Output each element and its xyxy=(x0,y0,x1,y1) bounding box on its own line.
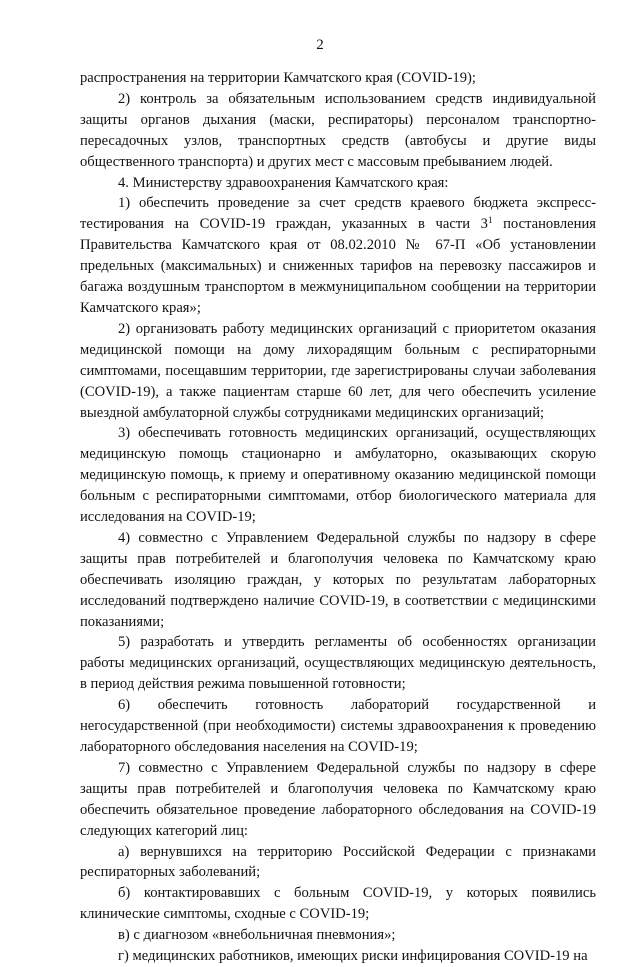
paragraph-section-4-heading: 4. Министерству здравоохранения Камчатского края: xyxy=(118,174,449,191)
list-item-g: г) медицинских работников, имеющих риски инфицирования COVID-19 на xyxy=(118,948,588,965)
list-item-b: б) контактировавших с больным COVID-19, у которых появились клинические симптомы, сходные с COVID-19; xyxy=(80,885,596,923)
paragraph-item-2-transport-masks: 2) контроль за обязательным использованием средств индивидуальной защиты органов дыхания (маски, респираторы) персоналом транспортно-пересадочных узлов, транспортных средств (автобусы и другие виды общественного транспорта) и других мест с массовым пребыванием людей. xyxy=(80,90,596,170)
paragraph-item-2-home-care: 2) организовать работу медицинских организаций с приоритетом оказания медицинской помощи на дому лихорадящим больным с респираторными симптомами, посещавшим территории, где зарегистрированы случаи заболевания (COVID-19), а также пациентам старше 60 лет, для чего обеспечить усиление выездной амбулаторной службы сотрудниками медицинских организаций; xyxy=(80,320,596,421)
paragraph-item-1-text: 1) обеспечить проведение за счет средств краевого бюджета экспресс-тестирования на COVID-19 граждан, указанных в части 3 xyxy=(80,195,596,233)
paragraph-item-1-tail: постановления Правительства Камчатского края от 08.02.2010 № 67-П «Об установлении предельных (максимальных) и сниженных тарифов на перевозку пассажиров и багажа воздушным транспортом в межмуниципальном сообщении на территории Камчатского края»; xyxy=(80,216,596,316)
page-number: 2 xyxy=(316,37,324,53)
paragraph-continuation: распространения на территории Камчатского края (COVID-19); xyxy=(80,70,476,86)
paragraph-item-4-isolation: 4) совместно с Управлением Федеральной службы по надзору в сфере защиты прав потребителей и благополучия человека по Камчатскому краю обеспечивать изоляцию граждан, у которых по результатам лабораторных исследований подтверждено наличие COVID-19, в соответствии с медицинскими показаниями; xyxy=(80,529,596,630)
paragraph-item-3-readiness: 3) обеспечивать готовность медицинских организаций, осуществляющих медицинскую помощь стационарно и амбулаторно, оказывающих скорую медицинскую помощь, к приему и оперативному оказанию медицинской помощи больным с респираторными симптомами, отбор биологического материала для исследования на COVID-19; xyxy=(80,425,596,526)
list-item-a: а) вернувшихся на территорию Российской Федерации с признаками респираторных заболеваний; xyxy=(80,843,596,881)
document-body xyxy=(80,68,596,967)
list-item-v: в) с диагнозом «внебольничная пневмония»; xyxy=(118,927,396,944)
superscript-footnote: 1 xyxy=(487,215,493,226)
paragraph-item-7-mandatory-testing: 7) совместно с Управлением Федеральной службы по надзору в сфере защиты прав потребителей и благополучия человека по Камчатскому краю обеспечить обязательное проведение лабораторного обследования на COVID-19 следующих категорий лиц: xyxy=(80,759,596,839)
paragraph-item-1-express-testing xyxy=(80,193,596,318)
paragraph-item-5-regulations: 5) разработать и утвердить регламенты об особенностях организации работы медицинских организаций, осуществляющих медицинскую деятельность, в период действия режима повышенной готовности; xyxy=(80,634,596,693)
paragraph-item-6-laboratories: 6) обеспечить готовность лабораторий государственной и негосударственной (при необходимости) системы здравоохранения к проведению лабораторного обследования населения на COVID-19; xyxy=(80,697,596,755)
